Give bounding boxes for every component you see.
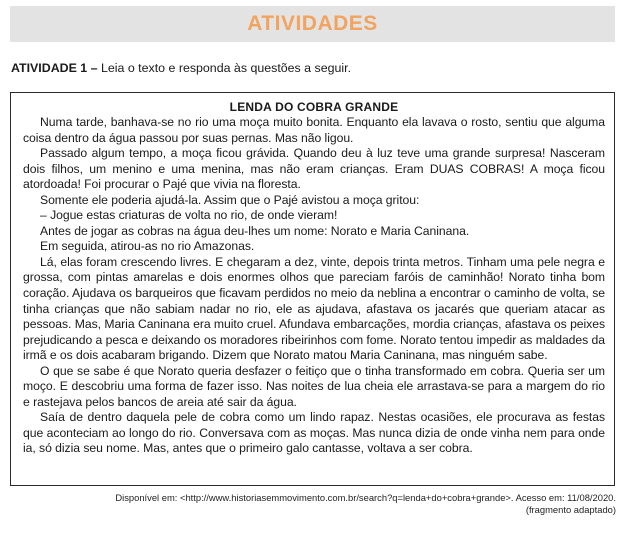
story-paragraph: Antes de jogar as cobras na água deu-lhes um nome: Norato e Maria Caninana. [40, 223, 470, 238]
story-paragraph: Em seguida, atirou-as no rio Amazonas. [40, 239, 255, 254]
story-paragraph: Somente ele poderia ajudá-la. Assim que o Pajé avistou a moça gritou: [40, 192, 420, 207]
activities-banner [10, 6, 615, 42]
story-paragraph: O que se sabe é que Norato queria desfazer o feitiço que o tinha transformado em cobra. Queria ser um moço. E descobriu uma forma de fazer isso. Nas noites de lua cheia ele arrastava-se para a margem do rio e rastejava pelos bancos de areia até sair da água. [23, 363, 605, 409]
page-title: ATIVIDADES [247, 12, 378, 35]
story-paragraph: Lá, elas foram crescendo livres. E chegaram a dez, vinte, depois trinta metros. Tinham uma pele negra e grossa, com pintas amarelas e dois enormes olhos que pareciam faróis de caminhão! Norato tinha bom coração. Ajudava os barqueiros que ficavam perdidos no meio da neblina a encontrar o caminho de volta, se tinha crianças que não sabiam nadar no rio, ele as ajudava, afastava os jacarés que queriam atacar as pessoas. Mas, Maria Caninana era muito cruel. Afundava embarcações, mordia crianças, afastava os peixes prejudicando a pesca e deixando os moradores ribeirinhos com fome. Norato tentou impedir as maldades da irmã e os dois acabaram brigando. Dizem que Norato matou Maria Caninana, mas ninguém sabe. [23, 254, 605, 363]
story-paragraph: Numa tarde, banhava-se no rio uma moça muito bonita. Enquanto ela lavava o rosto, sentiu que alguma coisa dentro da água passou por suas pernas. Mas não ligou. [23, 115, 605, 145]
source-url: Disponível em: <http://www.historiasemmovimento.com.br/search?q=lenda+do+cobra+grande>. Acesso em: 11/08/2020. [115, 492, 616, 503]
activity-label: ATIVIDADE 1 – [11, 61, 98, 75]
story-paragraph: – Jogue estas criaturas de volta no rio, de onde vieram! [40, 208, 338, 223]
story-box [10, 92, 615, 486]
activity-instruction [11, 61, 616, 76]
story-title: LENDA DO COBRA GRANDE [229, 100, 399, 114]
source-citation [56, 492, 616, 516]
activity-instruction-text: Leia o texto e responda às questões a seguir. [97, 61, 352, 75]
source-note: (fragmento adaptado) [525, 504, 616, 515]
story-paragraph: Passado algum tempo, a moça ficou grávida. Quando deu à luz teve uma grande surpresa! Nasceram dois filhos, um menino e uma menina, mas não eram crianças. Eram DUAS COBRAS! A moça ficou atordoada! Foi procurar o Pajé que vivia na floresta. [23, 146, 605, 192]
story-paragraph: Saía de dentro daquela pele de cobra como um lindo rapaz. Nestas ocasiões, ele procurava as festas que aconteciam ao longo do rio. Conversava com as moças. Mas nunca dizia de onde vinha nem para onde ia, só dizia seu nome. Mas, antes que o primeiro galo cantasse, voltava a ser cobra. [23, 410, 605, 456]
